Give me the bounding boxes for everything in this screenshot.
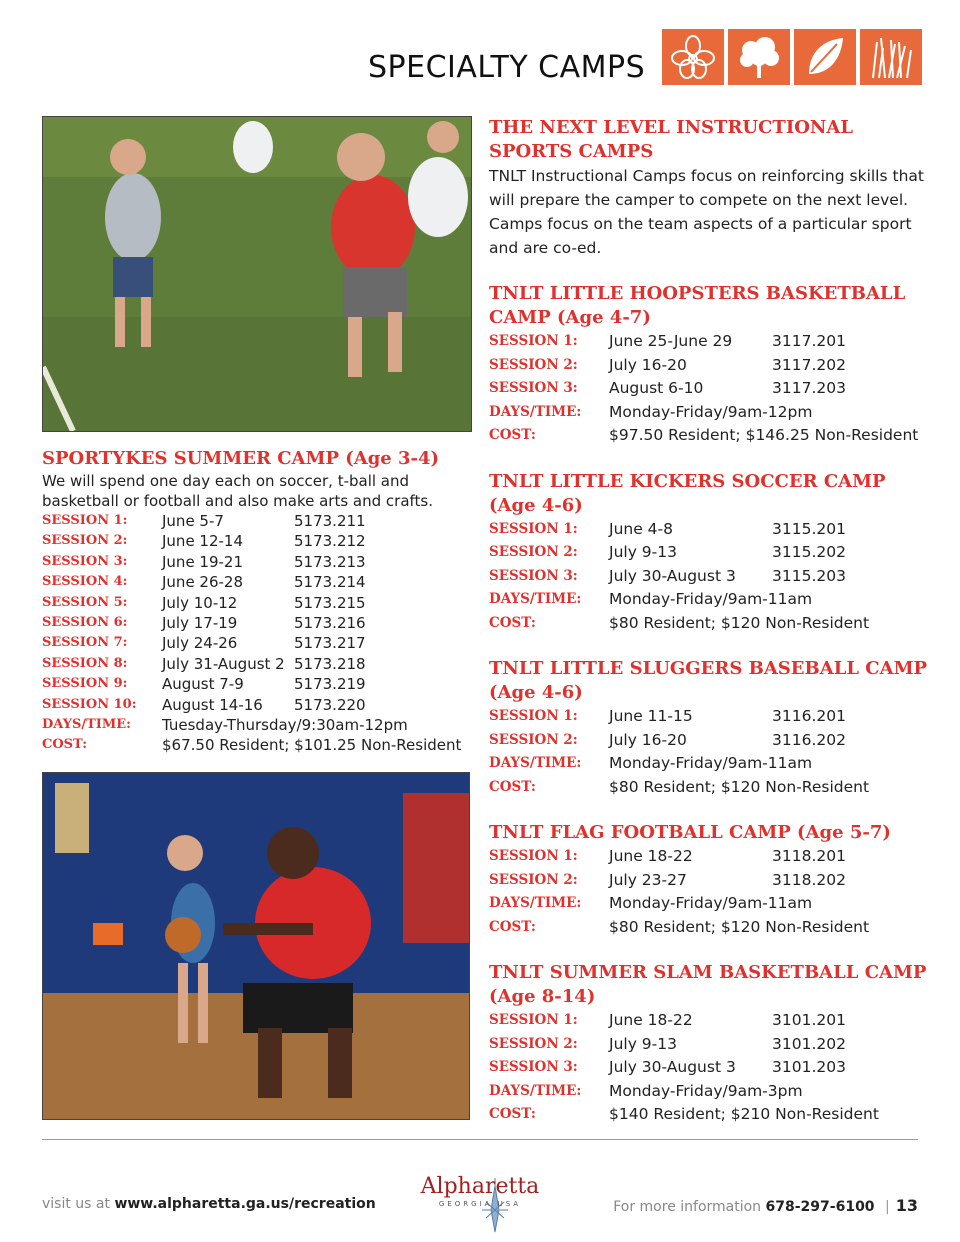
session-label: SESSION 1: — [489, 520, 578, 537]
session-label: SESSION 9: — [42, 676, 128, 692]
session-code: 3118.202 — [772, 870, 846, 889]
camp-block — [489, 657, 929, 799]
cost-value: $80 Resident; $120 Non-Resident — [609, 613, 870, 632]
session-row — [489, 705, 929, 729]
footer-contact — [613, 1196, 918, 1215]
days-time-label: DAYS/TIME: — [42, 717, 131, 733]
session-label: SESSION 8: — [42, 655, 128, 671]
session-label: SESSION 5: — [42, 594, 128, 610]
camp-block — [489, 961, 929, 1127]
session-date: July 17-19 — [162, 614, 238, 633]
session-label: SESSION 1: — [489, 333, 578, 349]
camp-title: TNLT LITTLE HOOPSTERS BASKETBALL CAMP (Age 4-7) — [489, 283, 906, 328]
session-label: SESSION 1: — [489, 848, 578, 864]
camp-block — [489, 282, 929, 448]
cost-value: $80 Resident; $120 Non-Resident — [609, 917, 870, 936]
flower-icon — [662, 29, 724, 85]
cost-label: COST: — [489, 427, 536, 443]
session-label: SESSION 7: — [42, 635, 128, 651]
cost-row — [489, 916, 929, 940]
camp-title: TNLT LITTLE KICKERS SOCCER CAMP (Age 4-6) — [489, 470, 886, 516]
session-label: SESSION 3: — [489, 567, 578, 584]
tree-icon — [728, 29, 790, 85]
session-label: SESSION 3: — [42, 553, 128, 569]
camp-block — [489, 821, 929, 939]
footer-visit — [42, 1196, 376, 1212]
grass-icon — [860, 29, 922, 85]
sportykes-schedule — [42, 511, 472, 715]
session-label: SESSION 10: — [42, 696, 137, 712]
session-date: July 10-12 — [162, 593, 238, 612]
session-row — [489, 1056, 929, 1080]
days-time-value: Monday-Friday/9am-12pm — [609, 402, 813, 421]
session-row — [42, 572, 472, 592]
session-row — [489, 541, 929, 565]
session-row — [489, 1033, 929, 1057]
session-code: 3115.202 — [772, 543, 846, 561]
session-date: June 12-14 — [162, 532, 244, 551]
session-label: SESSION 1: — [489, 1012, 578, 1028]
camp-title: TNLT FLAG FOOTBALL CAMP (Age 5-7) — [489, 822, 891, 843]
cost-value: $80 Resident; $120 Non-Resident — [609, 777, 870, 796]
days-time-row — [489, 752, 929, 776]
session-date: July 30-August 3 — [609, 566, 736, 585]
days-time-value: Tuesday-Thursday/9:30am-12pm — [162, 716, 408, 735]
session-code: 3101.202 — [772, 1034, 846, 1053]
session-date: July 31-August 2 — [162, 654, 285, 673]
days-time-row — [489, 892, 929, 916]
days-time-label: DAYS/TIME: — [489, 895, 582, 911]
page-number: 13 — [895, 1196, 918, 1215]
phone-number: 678-297-6100 — [765, 1199, 875, 1215]
session-code: 5173.214 — [294, 573, 366, 592]
session-label: SESSION 2: — [489, 356, 578, 373]
cost-row — [489, 612, 929, 636]
session-code: 3115.201 — [772, 519, 846, 538]
session-code: 5173.218 — [294, 654, 366, 673]
session-date: June 18-22 — [609, 1011, 693, 1029]
session-row — [489, 1009, 929, 1033]
cost-row — [489, 424, 929, 448]
website-link[interactable]: www.alpharetta.ga.us/recreation — [114, 1196, 376, 1212]
session-code: 5173.211 — [294, 512, 366, 530]
alpharetta-logo — [420, 1168, 540, 1234]
session-label: SESSION 1: — [489, 708, 578, 724]
session-row — [42, 531, 472, 551]
session-row — [42, 695, 472, 715]
session-code: 5173.220 — [294, 695, 366, 714]
header-icon-strip — [662, 29, 922, 85]
session-code: 5173.216 — [294, 614, 366, 633]
session-row — [489, 330, 929, 354]
session-date: June 19-21 — [162, 552, 244, 571]
session-code: 3117.203 — [772, 379, 846, 397]
session-label: SESSION 2: — [489, 871, 578, 888]
cost-label: COST: — [42, 737, 88, 753]
session-row — [489, 377, 929, 401]
session-row — [42, 552, 472, 572]
session-label: SESSION 2: — [489, 731, 578, 748]
visit-prefix: visit us at — [42, 1196, 115, 1212]
session-label: SESSION 1: — [42, 513, 128, 528]
sportykes-title: SPORTYKES SUMMER CAMP (Age 3-4) — [42, 448, 440, 469]
session-date: June 11-15 — [609, 707, 693, 725]
days-time-row — [489, 588, 929, 612]
days-time-value: Monday-Friday/9am-11am — [609, 894, 813, 912]
days-time-label: DAYS/TIME: — [489, 403, 582, 420]
session-code: 5173.212 — [294, 532, 366, 551]
session-code: 3115.203 — [772, 566, 846, 585]
session-code: 3101.203 — [772, 1058, 846, 1076]
session-code: 5173.213 — [294, 552, 366, 571]
cost-label: COST: — [489, 918, 536, 935]
session-code: 3118.201 — [772, 847, 846, 865]
sportykes-section — [42, 447, 472, 756]
cost-value: $97.50 Resident; $146.25 Non-Resident — [609, 426, 919, 444]
cost-value: $140 Resident; $210 Non-Resident — [609, 1105, 879, 1123]
tnlt-section — [489, 116, 929, 1149]
session-code: 3117.201 — [772, 332, 846, 350]
days-time-row — [489, 401, 929, 425]
sportykes-description: We will spend one day each on soccer, t-ball and basketball or football and also make arts and crafts. — [42, 472, 434, 510]
cost-value: $67.50 Resident; $101.25 Non-Resident — [162, 736, 462, 755]
session-code: 3117.202 — [772, 355, 846, 374]
flag-football-photo — [42, 116, 472, 432]
session-label: SESSION 3: — [489, 380, 578, 396]
session-row — [42, 593, 472, 613]
session-date: July 9-13 — [609, 543, 677, 561]
session-date: July 24-26 — [162, 634, 238, 653]
session-date: June 25-June 29 — [609, 332, 733, 350]
session-date: June 26-28 — [162, 573, 244, 592]
days-time-label: DAYS/TIME: — [489, 591, 582, 607]
session-date: July 9-13 — [609, 1034, 677, 1053]
session-row — [42, 511, 472, 531]
session-row — [489, 354, 929, 378]
camp-block — [489, 470, 929, 636]
session-row — [42, 654, 472, 674]
cost-label: COST: — [489, 1106, 536, 1122]
session-label: SESSION 2: — [42, 533, 128, 549]
session-label: SESSION 4: — [42, 574, 128, 590]
session-row — [489, 845, 929, 869]
session-code: 5173.217 — [294, 634, 366, 653]
session-row — [489, 518, 929, 542]
session-label: SESSION 2: — [489, 1035, 578, 1052]
intro-title: THE NEXT LEVEL INSTRUCTIONAL SPORTS CAMPS — [489, 117, 853, 162]
days-time-value: Monday-Friday/9am-11am — [609, 590, 813, 608]
logo-text: Alpharetta — [420, 1174, 540, 1199]
session-date: June 5-7 — [162, 512, 224, 530]
session-row — [489, 869, 929, 893]
footer-divider — [42, 1139, 918, 1140]
session-label: SESSION 3: — [489, 1059, 578, 1075]
days-time-row — [489, 1080, 929, 1104]
cost-label: COST: — [489, 778, 536, 795]
session-code: 5173.215 — [294, 593, 366, 612]
session-row — [489, 729, 929, 753]
session-label: SESSION 2: — [489, 544, 578, 560]
days-time-label: DAYS/TIME: — [489, 1082, 582, 1099]
session-code: 3116.202 — [772, 730, 846, 749]
session-date: August 7-9 — [162, 675, 244, 694]
camp-title: TNLT SUMMER SLAM BASKETBALL CAMP (Age 8-14) — [489, 962, 927, 1007]
session-date: July 23-27 — [609, 870, 687, 889]
days-time-label: DAYS/TIME: — [489, 755, 582, 771]
intro-description: TNLT Instructional Camps focus on reinforcing skills that will prepare the camper to compete on the next level. Camps focus on the team aspects of a particular sport and are co-ed. — [489, 167, 924, 257]
session-label: SESSION 6: — [42, 615, 128, 631]
session-row — [42, 633, 472, 653]
cost-row — [489, 776, 929, 800]
camps-list — [489, 282, 929, 1127]
session-row — [42, 674, 472, 694]
session-row — [42, 613, 472, 633]
days-time-value: Monday-Friday/9am-11am — [609, 754, 813, 772]
cost-row — [489, 1103, 929, 1127]
session-code: 5173.219 — [294, 675, 366, 694]
cost-row — [42, 735, 472, 755]
camp-title: TNLT LITTLE SLUGGERS BASEBALL CAMP (Age 4-6) — [489, 658, 928, 703]
session-date: July 16-20 — [609, 730, 687, 749]
info-prefix: For more information — [613, 1199, 766, 1215]
days-time-row — [42, 715, 472, 735]
logo-subtext: GEORGIA USA — [438, 1200, 522, 1208]
session-date: July 30-August 3 — [609, 1058, 736, 1076]
session-code: 3116.201 — [772, 707, 846, 725]
session-code: 3101.201 — [772, 1011, 846, 1029]
leaf-icon — [794, 29, 856, 85]
session-row — [489, 565, 929, 589]
footer-separator: | — [885, 1199, 890, 1215]
page-title: SPECIALTY CAMPS — [368, 50, 646, 85]
session-date: July 16-20 — [609, 355, 687, 374]
cost-label: COST: — [489, 614, 536, 631]
session-date: June 4-8 — [609, 519, 673, 538]
basketball-photo — [42, 772, 470, 1120]
session-date: August 6-10 — [609, 379, 704, 397]
intro-block — [489, 116, 929, 260]
session-date: August 14-16 — [162, 695, 263, 714]
days-time-value: Monday-Friday/9am-3pm — [609, 1081, 803, 1100]
session-date: June 18-22 — [609, 847, 693, 865]
